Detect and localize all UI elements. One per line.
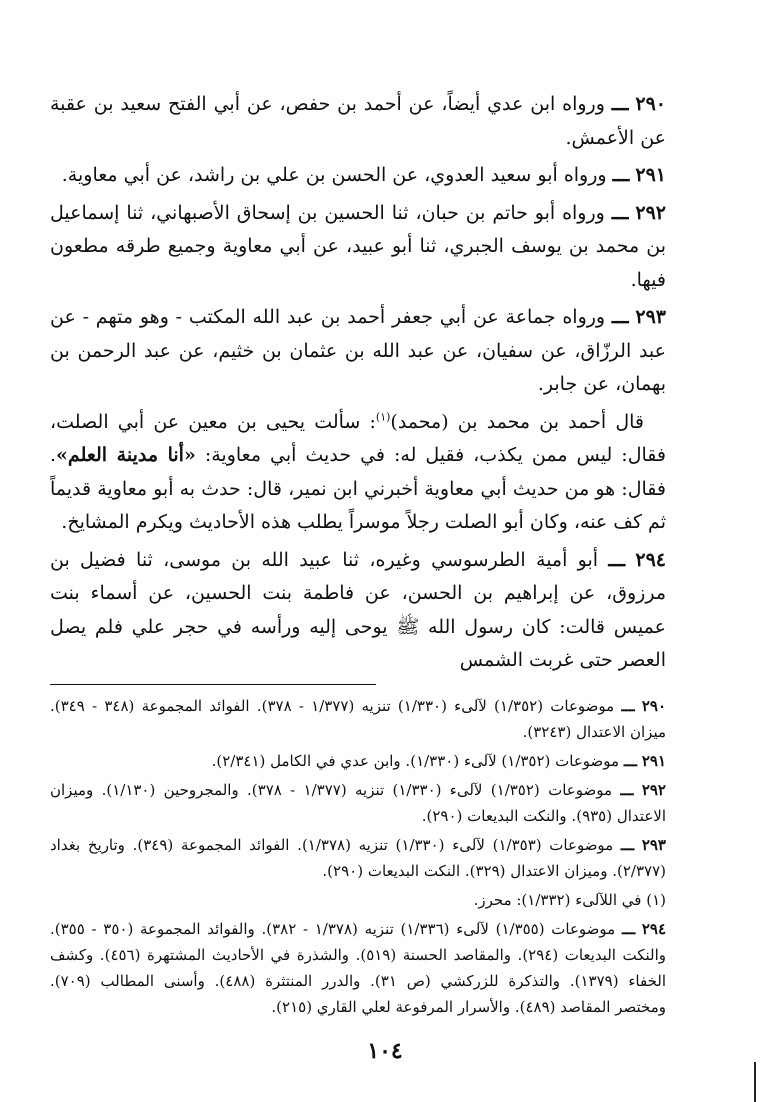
dash: ـــ bbox=[612, 164, 630, 186]
commentary-text-2: : سألت يحيى بن معين عن أبي الصلت، فقال: ليس ممن يكذب، فقيل له: في حديث أبي معاوية: bbox=[50, 410, 666, 466]
footnote-text: موضوعات (١/٣٥٥) لآلىء (١/٣٣٦) تنزيه (١/٣٧٨ - ٣٨٢). والفوائد المجموعة (٣٥٠ - ٣٥٥). والنكت البديعات (٢٩٤). والمقاصد الحسنة (٥١٩). والشذرة في الأحاديث المشتهرة (٤٥٦). وكشف الخفاء (١٣٧٩). والتذكرة للزركشي (ص ٣١). والدرر المنتثرة (٤٨٨). وأسنى المطالب (٧٠٩). ومختصر المقاصد (٤٨٩). والأسرار المرفوعة لعلي القاري (٢١٥). bbox=[50, 919, 666, 1016]
dash: ـــ bbox=[611, 306, 629, 328]
commentary-text-3: . فقال: هو من حديث أبي معاوية أخبرني ابن نمير، قال: حدث به أبو معاوية قديماً ثم كف عنه، وكان أبو الصلت رجلاً موسراً يطلب هذه الأحاديث ويكرم المشايخ. bbox=[50, 444, 666, 533]
quoted-hadith: «أنا مدينة العلم» bbox=[56, 444, 196, 466]
commentary-paragraph bbox=[50, 406, 666, 540]
page-number: ١٠٤ bbox=[367, 1038, 403, 1064]
footnote-number: ٢٩٠ bbox=[641, 696, 667, 715]
footnote-293 bbox=[50, 832, 666, 884]
page-body bbox=[50, 88, 666, 1023]
footnote-text: (١) في اللآلىء (١/٣٣٢): محرز. bbox=[473, 890, 666, 909]
dash: ـــ bbox=[611, 201, 629, 224]
hadith-290 bbox=[50, 88, 666, 155]
dash: ـــ bbox=[621, 919, 636, 938]
footnote-text: موضوعات (١/٣٥٢) لآلىء (١/٣٣٠). وابن عدي في الكامل (٢/٣٤١). bbox=[211, 751, 620, 770]
dash: ـــ bbox=[608, 548, 626, 571]
scan-edge-mark bbox=[754, 1062, 756, 1102]
footnote-text: موضوعات (١/٣٥٢) لآلىء (١/٣٣٠) تنزيه (١/٣٧٧ - ٣٧٨). والمجروحين (١/١٣٠). وميزان الاعتدال (٩٣٥). والنكت البديعات (٢٩٠). bbox=[50, 780, 666, 825]
hadith-number: ٢٩٢ bbox=[635, 201, 666, 224]
hadith-text: أبو أمية الطرسوسي وغيره، ثنا عبيد الله بن موسى، ثنا فضيل بن مرزوق، عن إبراهيم بن الحسن، عن فاطمة بنت الحسين، عن أسماء بنت عميس قالت: كان رسول الله ﷺ يوحى إليه ورأسه في حجر علي فلم يصل العصر حتى غربت الشمس bbox=[50, 548, 666, 671]
main-text bbox=[50, 88, 666, 678]
footnote-text: موضوعات (١/٣٥٣) لآلىء (١/٣٣٠) تنزيه (١/٣٧٨). الفوائد المجموعة (٣٤٩). وتاريخ بغداد (٢/٣٧٧). وميزان الاعتدال (٣٢٩). النكت البديعات (٢٩٠). bbox=[50, 835, 666, 880]
dash: ـــ bbox=[620, 780, 634, 799]
footnote-marker: (١) bbox=[375, 410, 391, 424]
footnote-291 bbox=[50, 748, 666, 774]
hadith-number: ٢٩٤ bbox=[635, 548, 666, 571]
footnote-number: ٢٩١ bbox=[641, 751, 666, 770]
hadith-number: ٢٩١ bbox=[635, 164, 666, 186]
footnote-number: ٢٩٢ bbox=[641, 780, 666, 799]
dash: ـــ bbox=[611, 93, 629, 115]
hadith-294 bbox=[50, 544, 666, 678]
hadith-text: ورواه ابن عدي أيضاً، عن أحمد بن حفص، عن أبي الفتح سعيد بن عقبة عن الأعمش. bbox=[50, 93, 666, 149]
hadith-293 bbox=[50, 301, 666, 402]
commentary-text-1: قال أحمد بن محمد بن (محمد) bbox=[390, 410, 644, 433]
footnote-294 bbox=[50, 916, 666, 1020]
footnotes bbox=[50, 693, 666, 1020]
footnote-text: موضوعات (١/٣٥٢) لآلىء (١/٣٣٠) تنزيه (١/٣٧٧ - ٣٧٨). الفوائد المجموعة (٣٤٨ - ٣٤٩). ميزان الاعتدال (٣٢٤٣). bbox=[50, 696, 666, 741]
dash: ـــ bbox=[621, 696, 635, 715]
footnote-290 bbox=[50, 693, 666, 745]
hadith-text: ورواه أبو سعيد العدوي، عن الحسن بن علي بن راشد، عن أبي معاوية. bbox=[61, 164, 607, 186]
hadith-291 bbox=[50, 159, 666, 193]
dash: ـــ bbox=[620, 835, 635, 854]
footnote-1 bbox=[50, 887, 666, 913]
hadith-number: ٢٩٣ bbox=[635, 306, 666, 328]
footnote-separator bbox=[50, 684, 376, 685]
hadith-number: ٢٩٠ bbox=[635, 93, 666, 115]
footnote-292 bbox=[50, 777, 666, 829]
footnote-number: ٢٩٤ bbox=[641, 919, 667, 938]
hadith-292 bbox=[50, 197, 666, 298]
footnote-number: ٢٩٣ bbox=[641, 835, 666, 854]
hadith-text: ورواه أبو حاتم بن حبان، ثنا الحسين بن إسحاق الأصبهاني، ثنا إسماعيل بن محمد بن يوسف الجبري، ثنا أبو عبيد، عن أبي معاوية وجميع طرقه مطعون فيها. bbox=[50, 201, 666, 291]
hadith-text: ورواه جماعة عن أبي جعفر أحمد بن عبد الله المكتب - وهو متهم - عن عبد الرزّاق، عن سفيان، عن عبد الله بن عثمان بن خثيم، عن عبد الرحمن بن بهمان، عن جابر. bbox=[50, 306, 666, 395]
dash: ـــ bbox=[623, 751, 638, 770]
